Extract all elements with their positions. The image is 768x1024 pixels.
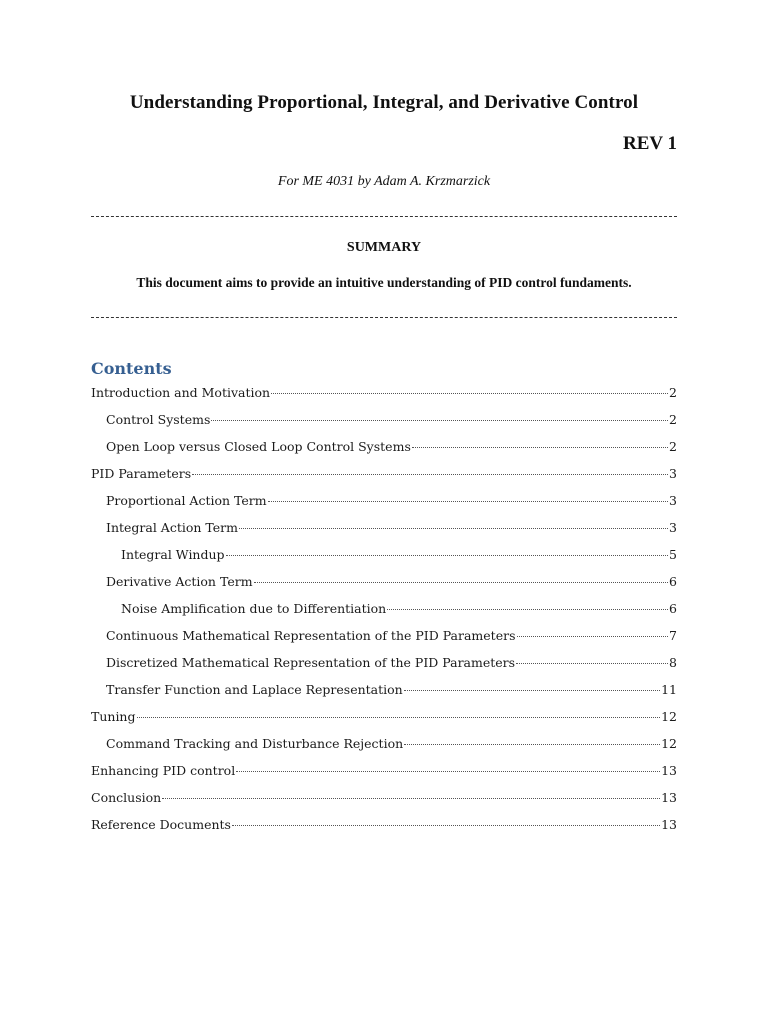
toc-entry[interactable] xyxy=(91,597,677,624)
toc-entry[interactable] xyxy=(91,759,677,786)
toc-dot-leader xyxy=(254,582,668,583)
toc-entry-label: Command Tracking and Disturbance Rejection xyxy=(106,736,404,751)
toc-dot-leader xyxy=(137,717,661,718)
toc-dot-leader xyxy=(239,528,668,529)
toc-dot-leader xyxy=(271,393,668,394)
toc-entry[interactable] xyxy=(91,624,677,651)
toc-entry-label: Introduction and Motivation xyxy=(91,385,271,400)
contents-heading: Contents xyxy=(91,359,172,378)
toc-entry[interactable] xyxy=(91,462,677,489)
toc-entry-page-number: 2 xyxy=(669,412,677,427)
toc-dot-leader xyxy=(226,555,669,556)
toc-entry[interactable] xyxy=(91,570,677,597)
toc-entry[interactable] xyxy=(91,678,677,705)
toc-entry-label: Transfer Function and Laplace Representation xyxy=(106,682,403,697)
toc-entry-page-number: 13 xyxy=(661,763,677,778)
toc-entry-label: Reference Documents xyxy=(91,817,231,832)
toc-entry-page-number: 11 xyxy=(661,682,677,697)
toc-dot-leader xyxy=(517,636,669,637)
toc-entry[interactable] xyxy=(91,381,677,408)
toc-dot-leader xyxy=(404,744,660,745)
document-title: Understanding Proportional, Integral, and Derivative Control xyxy=(129,92,639,113)
toc-dot-leader xyxy=(516,663,668,664)
toc-entry-label: PID Parameters xyxy=(91,466,192,481)
toc-entry-page-number: 5 xyxy=(669,547,677,562)
toc-entry-page-number: 8 xyxy=(669,655,677,670)
toc-entry-page-number: 2 xyxy=(669,439,677,454)
toc-entry-label: Conclusion xyxy=(91,790,162,805)
divider-bottom xyxy=(91,317,677,318)
toc-dot-leader xyxy=(387,609,668,610)
toc-entry-label: Open Loop versus Closed Loop Control Systems xyxy=(106,439,411,454)
toc-dot-leader xyxy=(211,420,668,421)
toc-entry[interactable] xyxy=(91,705,677,732)
divider-top xyxy=(91,216,677,217)
toc-entry-label: Integral Windup xyxy=(121,547,225,562)
toc-entry-label: Tuning xyxy=(91,709,136,724)
toc-entry-label: Control Systems xyxy=(106,412,211,427)
table-of-contents xyxy=(91,381,677,840)
toc-entry-page-number: 12 xyxy=(661,736,677,751)
toc-entry-page-number: 3 xyxy=(669,520,677,535)
toc-entry[interactable] xyxy=(91,732,677,759)
toc-entry-label: Discretized Mathematical Representation of the PID Parameters xyxy=(106,655,516,670)
toc-entry-page-number: 3 xyxy=(669,466,677,481)
toc-entry[interactable] xyxy=(91,435,677,462)
revision-label: REV 1 xyxy=(622,133,677,154)
toc-entry[interactable] xyxy=(91,516,677,543)
toc-entry[interactable] xyxy=(91,651,677,678)
toc-entry-page-number: 13 xyxy=(661,790,677,805)
toc-dot-leader xyxy=(192,474,668,475)
toc-dot-leader xyxy=(268,501,668,502)
toc-entry-label: Continuous Mathematical Representation of the PID Parameters xyxy=(106,628,516,643)
summary-heading: SUMMARY xyxy=(346,240,422,255)
toc-entry-page-number: 12 xyxy=(661,709,677,724)
summary-text: This document aims to provide an intuitive understanding of PID control fundaments. xyxy=(136,275,632,290)
toc-dot-leader xyxy=(162,798,660,799)
toc-entry-label: Integral Action Term xyxy=(106,520,239,535)
author-line: For ME 4031 by Adam A. Krzmarzick xyxy=(277,174,491,189)
toc-entry[interactable] xyxy=(91,489,677,516)
toc-entry-page-number: 3 xyxy=(669,493,677,508)
toc-entry-label: Noise Amplification due to Differentiation xyxy=(121,601,387,616)
toc-entry-page-number: 6 xyxy=(669,574,677,589)
toc-entry[interactable] xyxy=(91,786,677,813)
toc-entry-page-number: 2 xyxy=(669,385,677,400)
toc-entry-page-number: 7 xyxy=(669,628,677,643)
toc-dot-leader xyxy=(412,447,668,448)
toc-entry[interactable] xyxy=(91,813,677,840)
toc-entry-label: Enhancing PID control xyxy=(91,763,236,778)
toc-entry-page-number: 13 xyxy=(661,817,677,832)
toc-entry-label: Proportional Action Term xyxy=(106,493,267,508)
toc-dot-leader xyxy=(404,690,660,691)
toc-dot-leader xyxy=(236,771,660,772)
toc-entry[interactable] xyxy=(91,543,677,570)
toc-entry-label: Derivative Action Term xyxy=(106,574,253,589)
toc-dot-leader xyxy=(232,825,660,826)
toc-entry-page-number: 6 xyxy=(669,601,677,616)
toc-entry[interactable] xyxy=(91,408,677,435)
